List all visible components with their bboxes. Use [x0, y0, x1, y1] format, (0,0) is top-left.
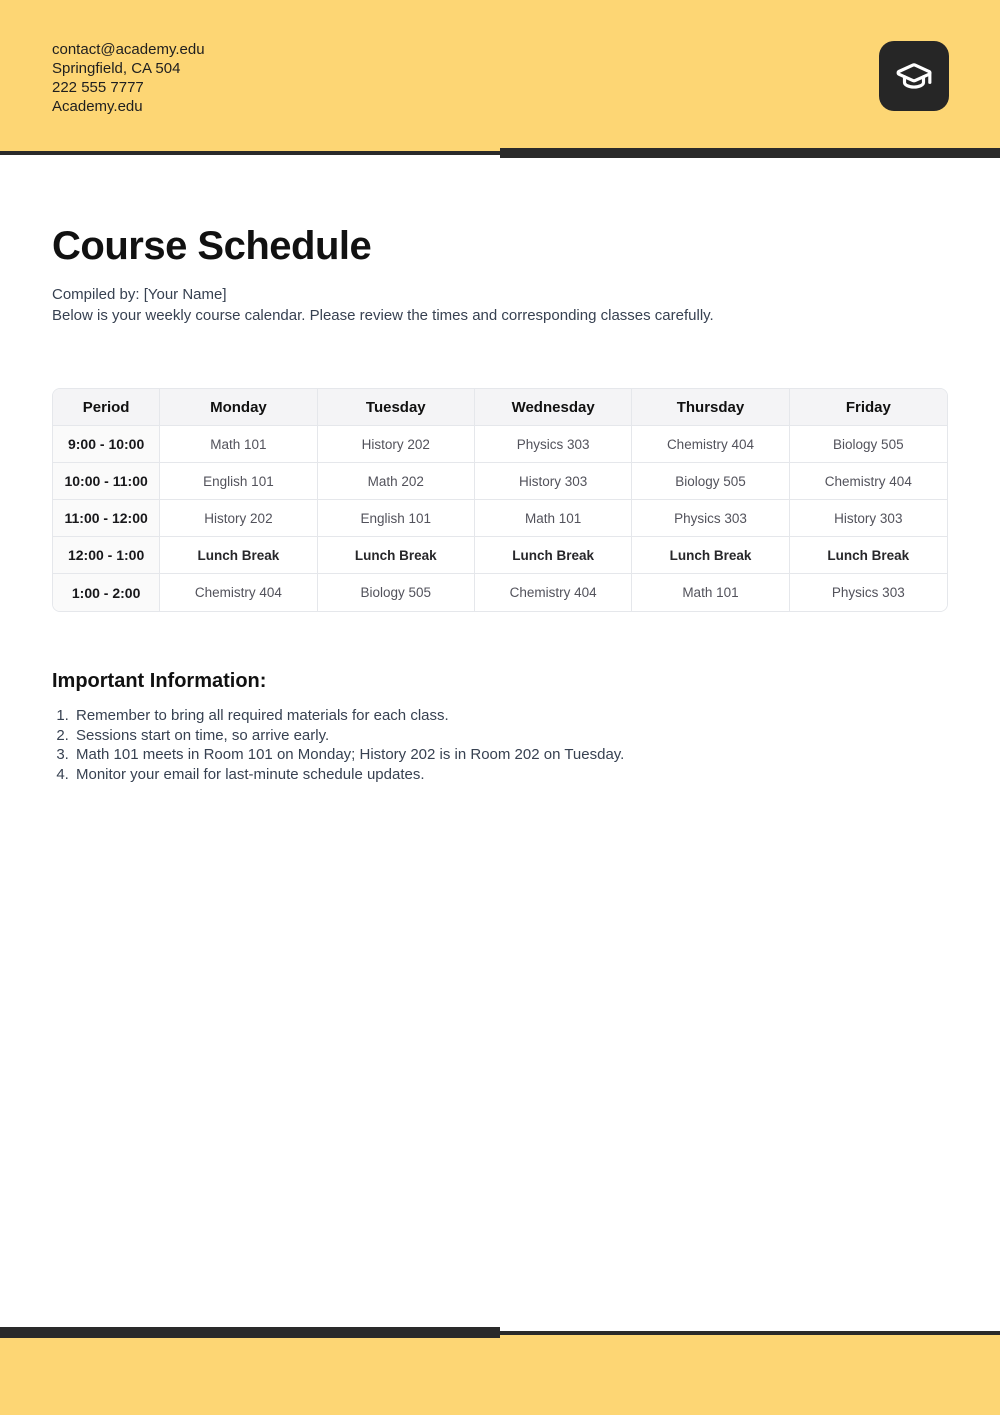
- graduation-cap-icon: [895, 57, 933, 95]
- table-header-row: [53, 389, 947, 426]
- period-cell: 11:00 - 12:00: [53, 500, 160, 537]
- class-cell: Math 101: [160, 426, 317, 463]
- period-cell: 9:00 - 10:00: [53, 426, 160, 463]
- class-cell: English 101: [318, 500, 475, 537]
- contact-website: Academy.edu: [52, 98, 143, 115]
- header: [0, 0, 1000, 148]
- class-cell: Chemistry 404: [790, 463, 947, 500]
- important-info-heading: Important Information:: [52, 670, 267, 692]
- compiled-by-line: Compiled by: [Your Name]: [52, 286, 227, 303]
- contact-email: contact@academy.edu: [52, 41, 205, 58]
- class-cell: Lunch Break: [160, 537, 317, 574]
- main-content: [52, 158, 948, 784]
- class-cell: History 303: [790, 500, 947, 537]
- column-header-friday: Friday: [790, 389, 947, 426]
- class-cell: Physics 303: [632, 500, 789, 537]
- class-cell: Lunch Break: [475, 537, 632, 574]
- class-cell: Chemistry 404: [632, 426, 789, 463]
- schedule-table: [52, 388, 948, 612]
- class-cell: English 101: [160, 463, 317, 500]
- class-cell: Math 101: [475, 500, 632, 537]
- info-list-item: 1. Remember to bring all required materials for each class.: [73, 706, 948, 726]
- table-row: [53, 500, 947, 537]
- class-cell: Biology 505: [790, 426, 947, 463]
- table-row: [53, 463, 947, 500]
- table-row: [53, 426, 947, 463]
- class-cell: Physics 303: [790, 574, 947, 611]
- column-header-period: Period: [53, 389, 160, 426]
- info-list-item: 3. Math 101 meets in Room 101 on Monday; History 202 is in Room 202 on Tuesday.: [73, 745, 948, 765]
- important-info-list: [52, 706, 948, 784]
- contact-block: [52, 40, 205, 116]
- column-header-monday: Monday: [160, 389, 317, 426]
- column-header-thursday: Thursday: [632, 389, 789, 426]
- class-cell: Physics 303: [475, 426, 632, 463]
- bottom-divider-left-dark: [0, 1327, 500, 1338]
- class-cell: Math 101: [632, 574, 789, 611]
- logo-badge: [879, 41, 949, 111]
- period-cell: 12:00 - 1:00: [53, 537, 160, 574]
- class-cell: Chemistry 404: [475, 574, 632, 611]
- info-list-item: 2. Sessions start on time, so arrive early.: [73, 726, 948, 746]
- class-cell: Biology 505: [632, 463, 789, 500]
- info-list-item: 4. Monitor your email for last-minute schedule updates.: [73, 765, 948, 785]
- class-cell: Lunch Break: [318, 537, 475, 574]
- class-cell: History 202: [160, 500, 317, 537]
- class-cell: Math 202: [318, 463, 475, 500]
- class-cell: Biology 505: [318, 574, 475, 611]
- class-cell: History 202: [318, 426, 475, 463]
- period-cell: 1:00 - 2:00: [53, 574, 160, 611]
- contact-phone: 222 555 7777: [52, 79, 144, 96]
- top-divider-left-dark: [0, 151, 500, 155]
- footer: [0, 1338, 1000, 1415]
- class-cell: Lunch Break: [632, 537, 789, 574]
- table-row-lunch: [53, 537, 947, 574]
- table-row: [53, 574, 947, 611]
- contact-address: Springfield, CA 504: [52, 60, 181, 77]
- column-header-wednesday: Wednesday: [475, 389, 632, 426]
- class-cell: Lunch Break: [790, 537, 947, 574]
- intro-line: Below is your weekly course calendar. Please review the times and corresponding classes carefully.: [52, 307, 714, 324]
- column-header-tuesday: Tuesday: [318, 389, 475, 426]
- page-title: Course Schedule: [52, 224, 372, 268]
- class-cell: History 303: [475, 463, 632, 500]
- period-cell: 10:00 - 11:00: [53, 463, 160, 500]
- class-cell: Chemistry 404: [160, 574, 317, 611]
- top-divider-right-dark: [500, 148, 1000, 158]
